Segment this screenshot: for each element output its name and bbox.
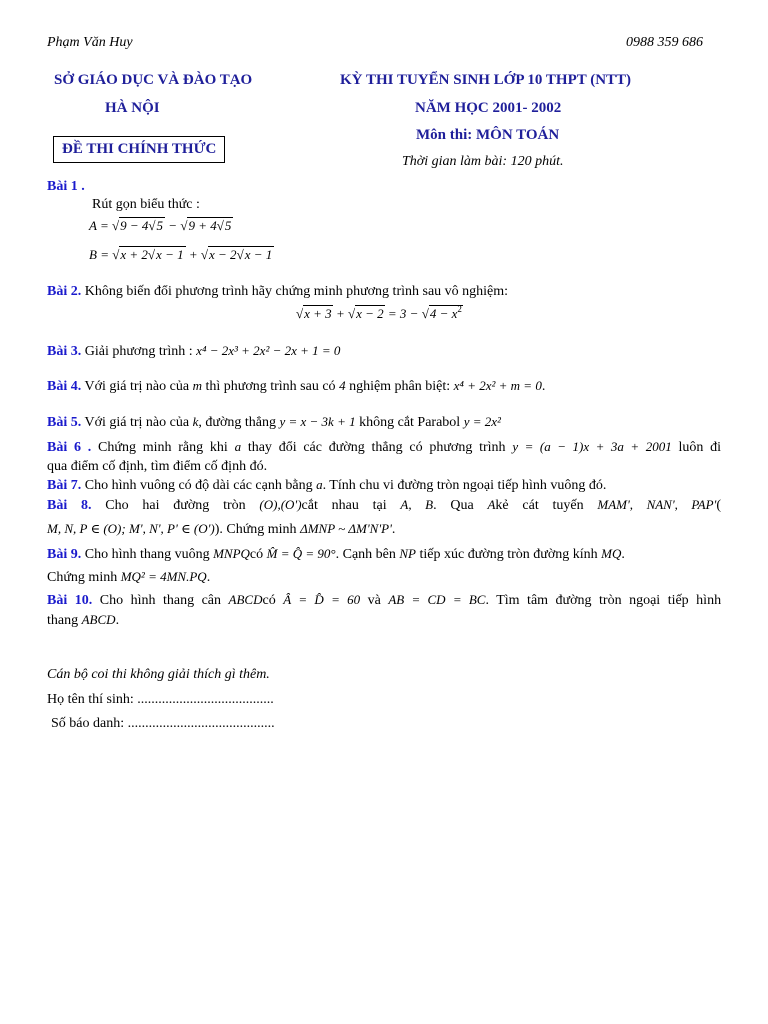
problem-2-line bbox=[47, 284, 508, 300]
problem-8-line2: M, N, P ∈ (O); M', N', P' ∈ (O')). Chứng minh ΔMNP ~ ΔM'N'P'. bbox=[47, 521, 396, 537]
problem-10-angles: Â = D̂ = 60 bbox=[283, 592, 361, 607]
subject-line: Môn thi: MÔN TOÁN bbox=[416, 127, 560, 143]
problem-4-equation: x⁴ + 2x² + m = 0 bbox=[453, 378, 542, 393]
phone-number: 0988 359 686 bbox=[626, 35, 703, 50]
problem-1-expr-a: A = √9 − 4√5 − √9 + 4√5 bbox=[89, 218, 232, 233]
problem-5-line: Bài 5. Với giá trị nào của k, đường thẳng y = x − 3k + 1 không cắt Parabol y = 2x² bbox=[47, 414, 501, 430]
duration-line: Thời gian làm bài: 120 phút. bbox=[402, 154, 564, 169]
exam-title: KỲ THI TUYỂN SINH LỚP 10 THPT (NTT) bbox=[340, 72, 632, 88]
official-exam-box: ĐỀ THI CHÍNH THỨC bbox=[53, 136, 225, 163]
problem-9-label: Bài 9. bbox=[47, 547, 82, 562]
problem-4-line: Bài 4. Với giá trị nào của m thì phương trình sau có 4 nghiệm phân biệt: x⁴ + 2x² + m = 0. bbox=[47, 378, 546, 394]
school-year: NĂM HỌC 2001- 2002 bbox=[415, 100, 562, 116]
problem-10-label: Bài 10. bbox=[47, 593, 93, 608]
problem-3-equation: x⁴ − 2x³ + 2x² − 2x + 1 = 0 bbox=[196, 343, 341, 358]
problem-7-line: Bài 7. Cho hình vuông có độ dài các cạnh bằng a. Tính chu vi đường tròn ngoại tiếp hình vuông đó. bbox=[47, 477, 607, 493]
problem-8-similarity: ΔMNP ~ ΔM'N'P' bbox=[300, 521, 392, 536]
problem-4-label: Bài 4. bbox=[47, 379, 82, 394]
problem-7-label: Bài 7. bbox=[47, 478, 82, 493]
problem-1-expr-b: B = √x + 2√x − 1 + √x − 2√x − 1 bbox=[89, 247, 273, 262]
department-name: SỞ GIÁO DỤC VÀ ĐÀO TẠO bbox=[54, 72, 253, 88]
problem-10-line2: thang ABCD. bbox=[47, 612, 120, 628]
problem-6-line1: Bài 6 . Chứng minh rằng khi a thay đổi các đường thẳng có phương trình y = (a − 1)x + 3a + 2001 luôn đi bbox=[47, 439, 722, 455]
author-name: Phạm Văn Huy bbox=[47, 35, 133, 50]
problem-8-secants: MAM', NAN', PAP' bbox=[597, 497, 717, 512]
candidate-id-line: Số báo danh: .......................................... bbox=[51, 716, 275, 731]
problem-10-line1: Bài 10. Cho hình thang cân ABCDcó Â = D̂ = 60 và AB = CD = BC. Tìm tâm đường tròn ngoại tiếp hình bbox=[47, 592, 722, 608]
problem-8-label: Bài 8. bbox=[47, 498, 92, 513]
problem-2-label: Bài 2. bbox=[47, 284, 82, 299]
problem-6-equation: y = (a − 1)x + 3a + 2001 bbox=[512, 439, 672, 454]
problem-1-text: Rút gọn biểu thức : bbox=[92, 197, 200, 212]
problem-6-line2: qua điểm cố định, tìm điểm cố định đó. bbox=[47, 459, 268, 474]
problem-9-line2: Chứng minh MQ² = 4MN.PQ. bbox=[47, 569, 211, 585]
problem-1-label: Bài 1 . bbox=[47, 179, 85, 194]
problem-9-angles: M̂ = Q̂ = 90° bbox=[266, 546, 336, 561]
problem-9-line1: Bài 9. Cho hình thang vuông MNPQcó M̂ = Q̂ = 90°. Cạnh bên NP tiếp xúc đường tròn đường kính MQ. bbox=[47, 546, 625, 562]
problem-3-label: Bài 3. bbox=[47, 344, 82, 359]
problem-2-text: Không biến đổi phương trình hãy chứng minh phương trình sau vô nghiệm: bbox=[84, 284, 509, 299]
problem-3-line bbox=[47, 343, 340, 360]
proctor-note: Cán bộ coi thi không giải thích gì thêm. bbox=[47, 667, 270, 682]
problem-10-sides: AB = CD = BC bbox=[388, 592, 486, 607]
problem-3-text: Giải phương trình : bbox=[84, 344, 193, 359]
problem-9-equation: MQ² = 4MN.PQ bbox=[120, 569, 207, 584]
problem-2-equation: $√x + 3 + √x - 2 = 3 - √4 - x^2$ bbox=[296, 304, 462, 321]
city-name: HÀ NỘI bbox=[105, 100, 160, 116]
problem-6-label: Bài 6 . bbox=[47, 440, 92, 455]
problem-5-line-equation: y = x − 3k + 1 bbox=[279, 414, 356, 429]
problem-5-label: Bài 5. bbox=[47, 415, 82, 430]
candidate-name-line: Họ tên thí sinh: ....................................... bbox=[47, 692, 274, 707]
problem-8-line1: Bài 8. Cho hai đường tròn (O),(O')cắt nhau tại A, B. Qua Akẻ cát tuyến MAM', NAN', PAP'( bbox=[47, 497, 722, 513]
problem-5-parabola: y = 2x² bbox=[463, 414, 501, 429]
